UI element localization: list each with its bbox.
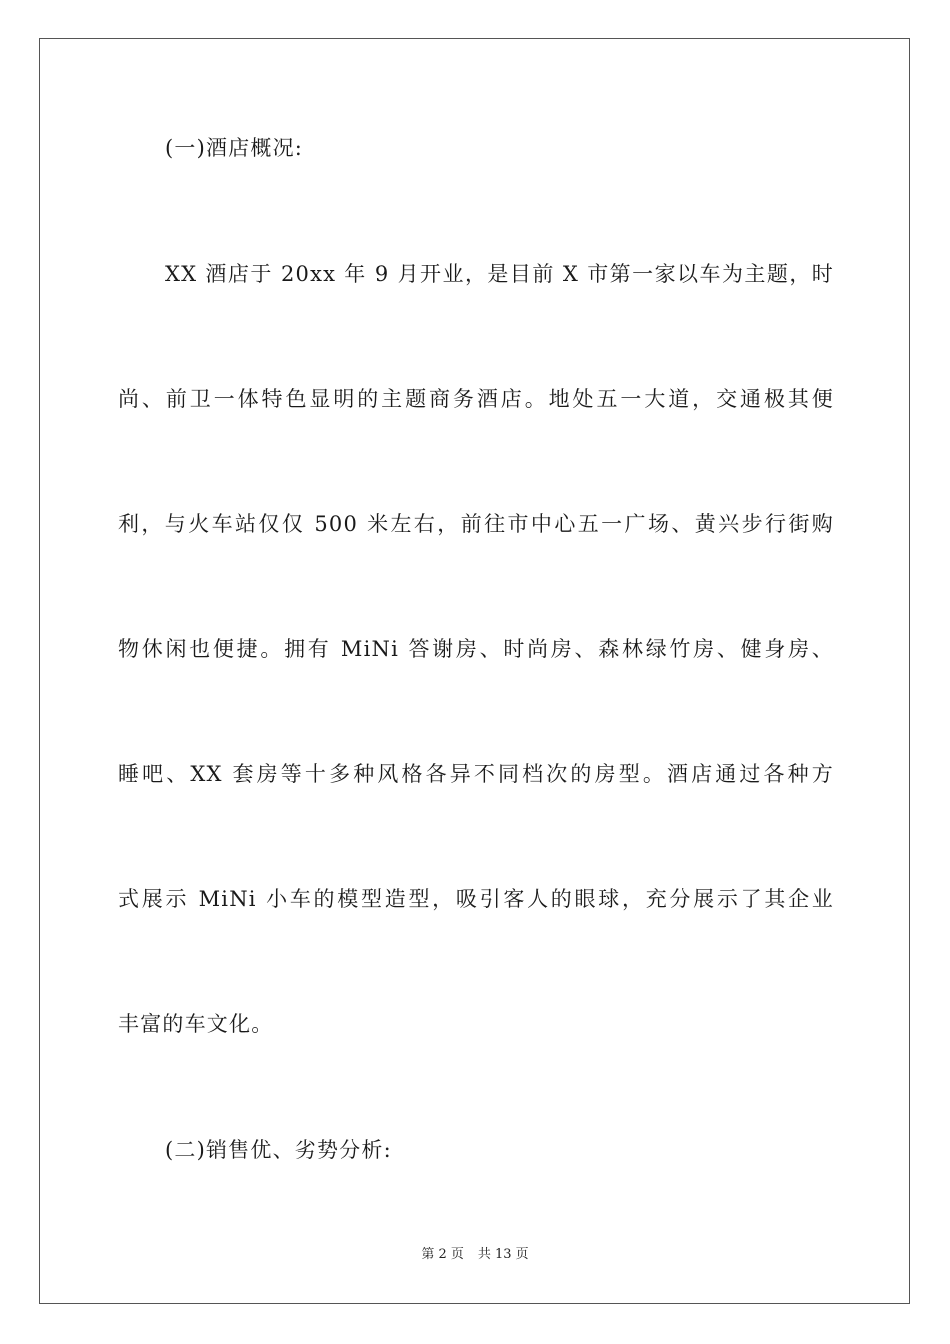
paragraph-line-6: 式展示 MiNi 小车的模型造型，吸引客人的眼球，充分展示了其企业 (118, 887, 834, 911)
paragraph-line-1: XX 酒店于 20xx 年 9 月开业，是目前 X 市第一家以车为主题，时 (165, 262, 834, 286)
page-number: 第 2 页 (421, 1247, 464, 1262)
section-heading-swot: (二)销售优、劣势分析: (165, 1138, 392, 1162)
page-total: 共 13 页 (477, 1247, 529, 1262)
page-footer (0, 1246, 950, 1264)
paragraph-line-2: 尚、前卫一体特色显明的主题商务酒店。地处五一大道，交通极其便 (118, 387, 834, 411)
paragraph-line-4: 物休闲也便捷。拥有 MiNi 答谢房、时尚房、森林绿竹房、健身房、 (118, 637, 834, 661)
paragraph-line-5: 睡吧、XX 套房等十多种风格各异不同档次的房型。酒店通过各种方 (118, 762, 834, 786)
section-heading-overview: (一)酒店概况: (165, 136, 304, 160)
paragraph-line-7: 丰富的车文化。 (118, 1012, 274, 1036)
paragraph-line-3: 利，与火车站仅仅 500 米左右，前往市中心五一广场、黄兴步行街购 (118, 512, 834, 536)
page-border (39, 38, 910, 1304)
